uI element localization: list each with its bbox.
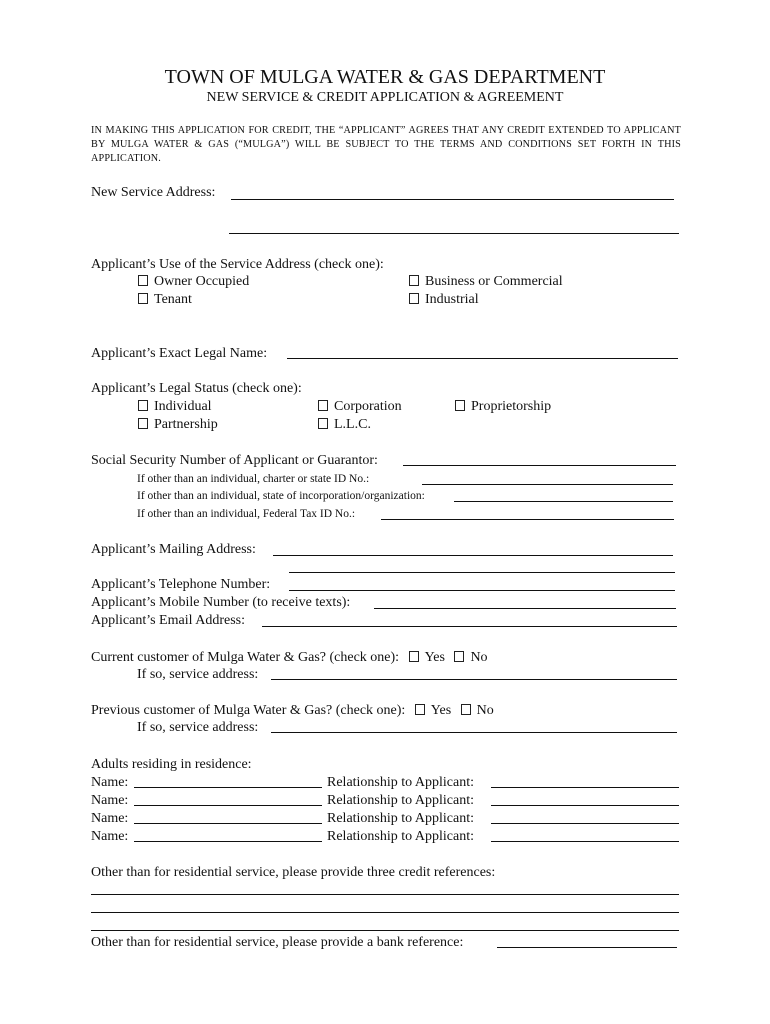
checkbox-icon[interactable] <box>415 704 425 715</box>
use-option-industrial-label: Industrial <box>425 292 479 307</box>
charter-id-label: If other than an individual, charter or state ID No.: <box>137 473 370 485</box>
checkbox-icon[interactable] <box>138 400 148 411</box>
current-customer-yes: Yes <box>424 650 445 665</box>
previous-customer-no: No <box>476 703 494 718</box>
bank-reference-label: Other than for residential service, please provide a bank reference: <box>91 935 464 950</box>
adult-name-label: Name: <box>91 829 129 844</box>
status-option-llc[interactable] <box>318 416 371 434</box>
service-address-field-line1[interactable] <box>231 199 674 200</box>
checkbox-icon[interactable] <box>138 293 148 304</box>
ssn-label: Social Security Number of Applicant or Guarantor: <box>91 453 378 468</box>
legal-name-field[interactable] <box>287 358 678 359</box>
use-option-business-label: Business or Commercial <box>425 274 563 289</box>
adult-name-label: Name: <box>91 811 129 826</box>
ssn-field[interactable] <box>403 465 676 466</box>
current-customer-row <box>91 649 488 667</box>
adult-relationship-label: Relationship to Applicant: <box>327 829 474 844</box>
status-option-llc-label: L.L.C. <box>334 417 371 432</box>
adult-name-field[interactable] <box>134 841 322 842</box>
status-option-corporation[interactable] <box>318 398 402 416</box>
adult-name-field[interactable] <box>134 823 322 824</box>
email-label: Applicant’s Email Address: <box>91 613 245 628</box>
use-option-business[interactable] <box>409 273 563 291</box>
credit-references-label: Other than for residential service, please provide three credit references: <box>91 865 496 880</box>
adult-relationship-label: Relationship to Applicant: <box>327 793 474 808</box>
intro-paragraph: IN MAKING THIS APPLICATION FOR CREDIT, THE “APPLICANT” AGREES THAT ANY CREDIT EXTENDED TO APPLICANT BY MULGA WATER & GAS (“MULGA”) WILL BE SUBJECT TO THE TERMS AND CONDITIONS SET FORTH IN THIS APPLICATION. <box>91 125 681 164</box>
tax-id-field[interactable] <box>381 519 674 520</box>
mailing-address-field-line2[interactable] <box>289 572 675 573</box>
legal-status-label: Applicant’s Legal Status (check one): <box>91 381 302 396</box>
adult-relationship-label: Relationship to Applicant: <box>327 775 474 790</box>
telephone-field[interactable] <box>289 590 675 591</box>
adult-relationship-label: Relationship to Applicant: <box>327 811 474 826</box>
checkbox-icon[interactable] <box>409 651 419 662</box>
service-address-label: New Service Address: <box>91 185 216 200</box>
previous-service-address-field[interactable] <box>271 732 677 733</box>
checkbox-icon[interactable] <box>138 275 148 286</box>
previous-customer-label: Previous customer of Mulga Water & Gas? (check one): <box>91 703 406 718</box>
mobile-label: Applicant’s Mobile Number (to receive texts): <box>91 595 351 610</box>
service-address-field-line2[interactable] <box>229 233 679 234</box>
current-if-so-label: If so, service address: <box>137 667 259 682</box>
checkbox-icon[interactable] <box>461 704 471 715</box>
status-option-individual[interactable] <box>138 398 212 416</box>
tax-id-label: If other than an individual, Federal Tax ID No.: <box>137 508 356 520</box>
checkbox-icon[interactable] <box>455 400 465 411</box>
checkbox-icon[interactable] <box>318 418 328 429</box>
current-customer-label: Current customer of Mulga Water & Gas? (check one): <box>91 650 400 665</box>
use-option-tenant-label: Tenant <box>154 292 192 307</box>
bank-reference-field[interactable] <box>497 947 677 948</box>
status-option-partnership[interactable] <box>138 416 218 434</box>
adult-relationship-field[interactable] <box>491 823 679 824</box>
adult-name-label: Name: <box>91 793 129 808</box>
adult-relationship-field[interactable] <box>491 805 679 806</box>
credit-reference-field-3[interactable] <box>91 930 679 931</box>
current-customer-no: No <box>470 650 488 665</box>
adult-name-field[interactable] <box>134 787 322 788</box>
charter-id-field[interactable] <box>422 484 673 485</box>
mailing-address-field-line1[interactable] <box>273 555 673 556</box>
checkbox-icon[interactable] <box>318 400 328 411</box>
current-service-address-field[interactable] <box>271 679 677 680</box>
checkbox-icon[interactable] <box>409 275 419 286</box>
use-option-owner-occupied-label: Owner Occupied <box>154 274 250 289</box>
adults-label: Adults residing in residence: <box>91 757 252 772</box>
mobile-field[interactable] <box>374 608 676 609</box>
status-option-individual-label: Individual <box>154 399 212 414</box>
use-option-industrial[interactable] <box>409 291 479 309</box>
status-option-partnership-label: Partnership <box>154 417 218 432</box>
telephone-label: Applicant’s Telephone Number: <box>91 577 271 592</box>
status-option-corporation-label: Corporation <box>334 399 402 414</box>
incorporation-state-label: If other than an individual, state of incorporation/organization: <box>137 490 425 502</box>
use-label: Applicant’s Use of the Service Address (check one): <box>91 257 384 272</box>
incorporation-state-field[interactable] <box>454 501 673 502</box>
previous-customer-yes: Yes <box>430 703 452 718</box>
checkbox-icon[interactable] <box>409 293 419 304</box>
legal-name-label: Applicant’s Exact Legal Name: <box>91 346 268 361</box>
checkbox-icon[interactable] <box>454 651 464 662</box>
credit-reference-field-2[interactable] <box>91 912 679 913</box>
form-subtitle: NEW SERVICE & CREDIT APPLICATION & AGREEMENT <box>206 90 564 105</box>
use-option-owner-occupied[interactable] <box>138 273 249 291</box>
adult-relationship-field[interactable] <box>491 841 679 842</box>
use-option-tenant[interactable] <box>138 291 192 309</box>
credit-reference-field-1[interactable] <box>91 894 679 895</box>
email-field[interactable] <box>262 626 677 627</box>
previous-if-so-label: If so, service address: <box>137 720 259 735</box>
adult-name-field[interactable] <box>134 805 322 806</box>
checkbox-icon[interactable] <box>138 418 148 429</box>
form-title: TOWN OF MULGA WATER & GAS DEPARTMENT <box>164 66 606 88</box>
status-option-proprietorship-label: Proprietorship <box>471 399 552 414</box>
previous-customer-row <box>91 702 494 720</box>
status-option-proprietorship[interactable] <box>455 398 551 416</box>
mailing-address-label: Applicant’s Mailing Address: <box>91 542 256 557</box>
adult-relationship-field[interactable] <box>491 787 679 788</box>
adult-name-label: Name: <box>91 775 129 790</box>
